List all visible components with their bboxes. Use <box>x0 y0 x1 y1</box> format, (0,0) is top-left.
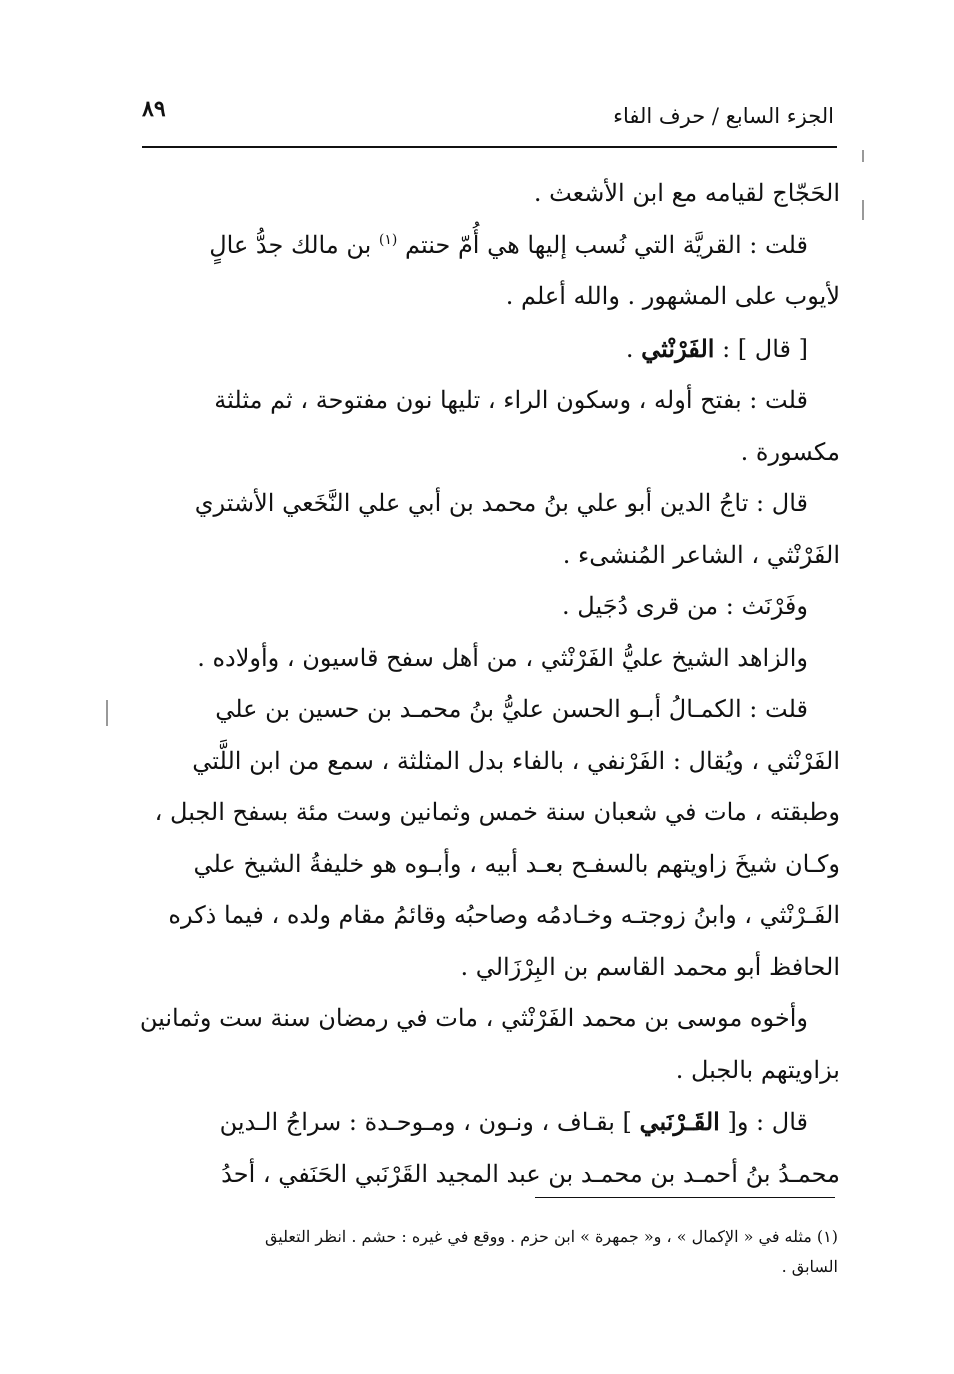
text-line: محمـدُ بنُ أحمـد بن محمـد بن عبد المجيد القَرْنَبي الحَنَفي ، أحدُ <box>221 1159 840 1188</box>
text-line: الحَجّاج لقيامه مع ابن الأشعث . <box>533 179 840 207</box>
main-text <box>138 168 840 1200</box>
text-line: الفَرْنْثي ، ويُقال : الفَرْنفي ، بالفاء بدل المثلثة ، سمع من ابن اللَّتي <box>192 746 840 775</box>
text-line: قلت : بفتح أوله ، وسكون الراء ، تليها نون مفتوحة ، ثم مثلثة <box>214 386 808 414</box>
text-line: وفَرْنَث : من قرى دُجَيل . <box>562 592 808 620</box>
text-line: قال : تاجُ الدين أبو علي بنُ محمد بن أبي علي النَّخَعي الأشتري <box>194 489 808 517</box>
margin-mark <box>862 150 864 162</box>
footnote-line: السابق . <box>781 1257 838 1276</box>
entry-name: القَـرْنَبي <box>639 1107 720 1136</box>
entry-heading <box>138 323 840 376</box>
margin-mark <box>862 200 864 220</box>
text-line: لأيوب على المشهور . والله أعلم . <box>505 282 840 310</box>
text-line: وطبقته ، مات في شعبان سنة خمس وثمانين وست مئة بسفح الجبل ، <box>154 798 840 826</box>
page-number: ٨٩ <box>142 96 166 122</box>
entry-heading <box>138 1096 840 1149</box>
footnote-line: (١) مثله في « الإكمال » ، و« جمهرة » ابن حزم . ووقع في غيره : حشم . انظر التعليق <box>264 1227 838 1246</box>
text-segment: قلت : القريَّة التي نُسب إليها هي أُمّ حنتم <box>397 230 808 259</box>
text-segment: بن مالك جدُّ عالٍ <box>209 230 379 259</box>
text-line: الحافظ أبو محمد القاسم بن البِرْزَالي . <box>460 952 840 981</box>
text-line: قلت : الكمـالُ أبـو الحسن عليُّ بنُ محمـد بن حسين بن علي <box>215 695 808 723</box>
text-line: الفَـرْنْثي ، وابنُ زوجتـه وخـادمُه وصاحبُه وقائمُ مقام ولده ، فيما ذكره <box>168 901 840 929</box>
margin-mark <box>106 700 108 726</box>
text-line <box>138 220 840 272</box>
text-line: وكـان شيخَ زاويتهم بالسفـح بعـد أبيه ، وأبـوه هو خليفةُ الشيخ علي <box>193 849 840 878</box>
entry-bracket: [ قال ] : <box>714 334 808 363</box>
entry-name: الفَرْنْثي <box>641 333 715 363</box>
entry-bracket: قال : و[ <box>719 1108 808 1136</box>
text-line: وأخوه موسى بن محمد الفَرْنْثي ، مات في رمضان سنة ست وثمانين <box>139 1004 808 1032</box>
running-head: الجزء السابع / حرف الفاء <box>613 104 834 128</box>
header-rule <box>142 146 837 148</box>
text-line: الفَرْنْثي ، الشاعر المُنشىء . <box>562 540 840 569</box>
text-line: مكسورة . <box>740 437 840 466</box>
footnotes <box>138 1222 838 1282</box>
footnote-ref: (١) <box>378 231 398 248</box>
text-line: والزاهد الشيخ عليُّ الفَرْنْثي ، من أهل سفح قاسيون ، وأولاده . <box>197 643 808 672</box>
entry-end: . <box>625 334 642 363</box>
entry-rest: ] بقـاف ، ونـون ، ومـوحـدة : سراجُ الـدين <box>219 1108 640 1136</box>
footnote-rule <box>535 1197 835 1198</box>
text-line: بزاويتهم بالجبل . <box>675 1055 840 1084</box>
